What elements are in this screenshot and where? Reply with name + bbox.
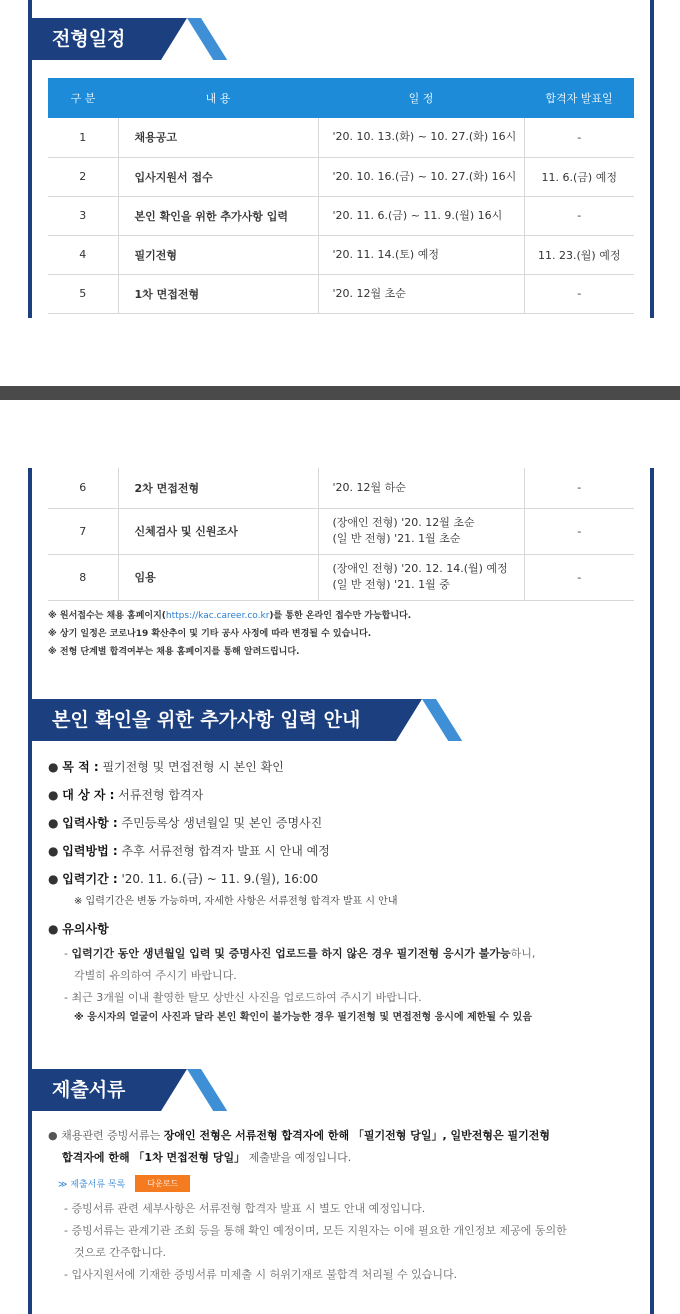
caution-item: - 입력기간 동안 생년월일 입력 및 증명사진 업로드를 하지 않은 경우 필기전형 응시가 불가능하니, <box>64 946 536 960</box>
row-result: - <box>524 468 634 508</box>
document-detail-item: - 입사지원서에 기재한 증빙서류 미제출 시 허위기재로 불합격 처리될 수 있습니다. <box>64 1267 458 1281</box>
download-row <box>32 1175 650 1192</box>
section-header-schedule <box>32 18 650 60</box>
item-value: 필기전형 및 면접전형 시 본인 확인 <box>102 759 284 774</box>
row-date: '20. 11. 6.(금) ~ 11. 9.(월) 16시 <box>318 196 524 235</box>
caution-bold: 입력기간 동안 생년월일 입력 및 증명사진 업로드를 하지 않은 경우 필기전형 응시가 불가능 <box>71 946 511 960</box>
note-schedule-change: ※ 상기 일정은 코로나19 확산추이 및 기타 공사 사정에 따라 변경될 수 있습니다. <box>48 628 372 639</box>
item-label: 입력기간 : <box>62 871 118 886</box>
row-date: '20. 10. 13.(화) ~ 10. 27.(화) 16시 <box>318 118 524 157</box>
list-item: ● 대 상 자 : 서류전형 합격자 <box>48 787 204 802</box>
row-date: '20. 11. 14.(토) 예정 <box>318 235 524 274</box>
item-label: 목 적 : <box>62 759 99 774</box>
row-date <box>318 508 524 554</box>
row-date-line: (장애인 전형) '20. 12. 14.(월) 예정 <box>332 562 508 575</box>
note-result-notice: ※ 전형 단계별 합격여부는 채용 홈페이지를 통해 알려드립니다. <box>48 646 300 657</box>
item-label: 대 상 자 : <box>62 787 115 802</box>
page-divider <box>0 386 680 400</box>
caution-item: - 최근 3개월 이내 촬영한 탈모 상반신 사진을 업로드하여 주시기 바랍니다. <box>64 990 422 1004</box>
row-date: '20. 12월 초순 <box>318 274 524 313</box>
section-title-identity: 본인 확인을 위한 추가사항 입력 안내 <box>32 699 396 741</box>
table-header-row <box>48 78 634 118</box>
note-online-apply <box>32 607 650 625</box>
caution-tail: 하니, <box>510 946 536 960</box>
document-list-label: ≫ 제출서류 목록 <box>58 1179 126 1190</box>
row-result: - <box>524 274 634 313</box>
download-button[interactable]: 다운로드 <box>135 1175 190 1192</box>
table-row <box>48 118 634 157</box>
caution-note: ※ 응시자의 얼굴이 사진과 달라 본인 확인이 불가능한 경우 필기전형 및 면접전형 응시에 제한될 수 있음 <box>74 1011 533 1023</box>
identity-info-list <box>32 753 650 1027</box>
row-date <box>318 468 524 508</box>
row-name: 2차 면접전형 <box>118 468 318 508</box>
para-bold: 장애인 전형은 서류전형 합격자에 한해 「필기전형 당일」, 일반전형은 필기전형 <box>163 1128 550 1142</box>
row-name: 입사지원서 접수 <box>118 157 318 196</box>
list-item: ● 입력방법 : 추후 서류전형 합격자 발표 시 안내 예정 <box>48 843 330 858</box>
col-header-no: 구 분 <box>48 78 118 118</box>
para-bold: 합격자에 한해 「1차 면접전형 당일」 <box>62 1150 246 1164</box>
documents-info <box>32 1125 650 1286</box>
period-note: ※ 입력기간은 변동 가능하며, 자세한 사항은 서류전형 합격자 발표 시 안내 <box>74 895 398 907</box>
row-date-line: (장애인 전형) '20. 12월 초순 <box>332 516 475 529</box>
section-title-documents: 제출서류 <box>32 1069 161 1111</box>
list-item-caution: ● 유의사항 <box>48 921 109 936</box>
row-name: 신체검사 및 신원조사 <box>118 508 318 554</box>
row-result: - <box>524 508 634 554</box>
table-row <box>48 554 634 600</box>
para-text: 제출받을 예정입니다. <box>245 1150 352 1164</box>
row-result: 11. 6.(금) 예정 <box>524 157 634 196</box>
table-row <box>48 196 634 235</box>
item-value: 추후 서류전형 합격자 발표 시 안내 예정 <box>121 843 330 858</box>
section-title-schedule: 전형일정 <box>32 18 161 60</box>
list-item: ● 목 적 : 필기전형 및 면접전형 시 본인 확인 <box>48 759 284 774</box>
note-text: )를 통한 온라인 접수만 가능합니다. <box>269 610 412 621</box>
caution-label: 유의사항 <box>62 921 109 936</box>
caution-text: 최근 3개월 이내 촬영한 탈모 상반신 사진을 업로드하여 주시기 바랍니다. <box>71 990 422 1004</box>
para-text: 채용관련 증빙서류는 <box>61 1128 164 1142</box>
row-no: 8 <box>48 554 118 600</box>
row-name: 임용 <box>118 554 318 600</box>
table-row <box>48 235 634 274</box>
row-date-line: (일 반 전형) '21. 1월 초순 <box>332 532 461 545</box>
table-row <box>48 274 634 313</box>
item-label: 입력방법 : <box>62 843 118 858</box>
note-text: ※ 원서접수는 채용 홈페이지( <box>48 610 166 621</box>
schedule-table <box>48 78 634 314</box>
row-no: 2 <box>48 157 118 196</box>
document-detail-item: - 증빙서류 관련 세부사항은 서류전형 합격자 발표 시 별도 안내 예정입니다. <box>64 1201 426 1215</box>
row-result: - <box>524 196 634 235</box>
col-header-result: 합격자 발표일 <box>524 78 634 118</box>
row-no: 6 <box>48 468 118 508</box>
detail-text: 증빙서류는 관계기관 조회 등을 통해 확인 예정이며, 모든 지원자는 이에 필요한 개인정보 제공에 동의한 <box>71 1223 567 1237</box>
schedule-table-continued <box>48 468 634 601</box>
row-no: 1 <box>48 118 118 157</box>
row-date: '20. 10. 16.(금) ~ 10. 27.(화) 16시 <box>318 157 524 196</box>
col-header-content: 내 용 <box>118 78 318 118</box>
caution-continued: 각별히 유의하여 주시기 바랍니다. <box>74 968 237 982</box>
row-date <box>318 554 524 600</box>
list-item: ● 입력기간 : '20. 11. 6.(금) ~ 11. 9.(월), 16:00 <box>48 871 319 886</box>
career-site-link[interactable]: https://kac.career.co.kr <box>165 610 270 621</box>
item-value: 서류전형 합격자 <box>118 787 204 802</box>
section-header-identity <box>32 699 650 741</box>
table-row <box>48 157 634 196</box>
row-no: 7 <box>48 508 118 554</box>
row-name: 채용공고 <box>118 118 318 157</box>
section-header-documents <box>32 1069 650 1111</box>
col-header-date: 일 정 <box>318 78 524 118</box>
schedule-panel-top <box>28 0 654 318</box>
row-name: 필기전형 <box>118 235 318 274</box>
documents-paragraph-cont <box>32 1147 650 1169</box>
row-no: 4 <box>48 235 118 274</box>
item-label: 입력사항 : <box>62 815 118 830</box>
list-item: ● 입력사항 : 주민등록상 생년월일 및 본인 증명사진 <box>48 815 323 830</box>
item-value: 주민등록상 생년월일 및 본인 증명사진 <box>121 815 323 830</box>
item-value: '20. 11. 6.(금) ~ 11. 9.(월), 16:00 <box>121 871 319 886</box>
row-no: 3 <box>48 196 118 235</box>
row-name: 본인 확인을 위한 추가사항 입력 <box>118 196 318 235</box>
row-result: - <box>524 554 634 600</box>
documents-paragraph: ● 채용관련 증빙서류는 장애인 전형은 서류전형 합격자에 한해 「필기전형 당일」, 일반전형은 필기전형 <box>48 1128 550 1142</box>
row-result: - <box>524 118 634 157</box>
detail-text: 증빙서류 관련 세부사항은 서류전형 합격자 발표 시 별도 안내 예정입니다. <box>71 1201 426 1215</box>
row-name: 1차 면접전형 <box>118 274 318 313</box>
document-detail-item: - 증빙서류는 관계기관 조회 등을 통해 확인 예정이며, 모든 지원자는 이에 필요한 개인정보 제공에 동의한 <box>64 1223 567 1237</box>
detail-text: 입사지원서에 기재한 증빙서류 미제출 시 허위기재로 불합격 처리될 수 있습니다. <box>71 1267 458 1281</box>
table-row <box>48 468 634 508</box>
row-result: 11. 23.(월) 예정 <box>524 235 634 274</box>
document-detail-continued: 것으로 간주합니다. <box>74 1245 167 1259</box>
schedule-panel-bottom <box>28 468 654 1314</box>
row-date-line: '20. 12월 하순 <box>332 480 406 494</box>
notes-block <box>32 607 650 661</box>
row-date-line: (일 반 전형) '21. 1월 중 <box>332 578 450 591</box>
table-row <box>48 508 634 554</box>
row-no: 5 <box>48 274 118 313</box>
